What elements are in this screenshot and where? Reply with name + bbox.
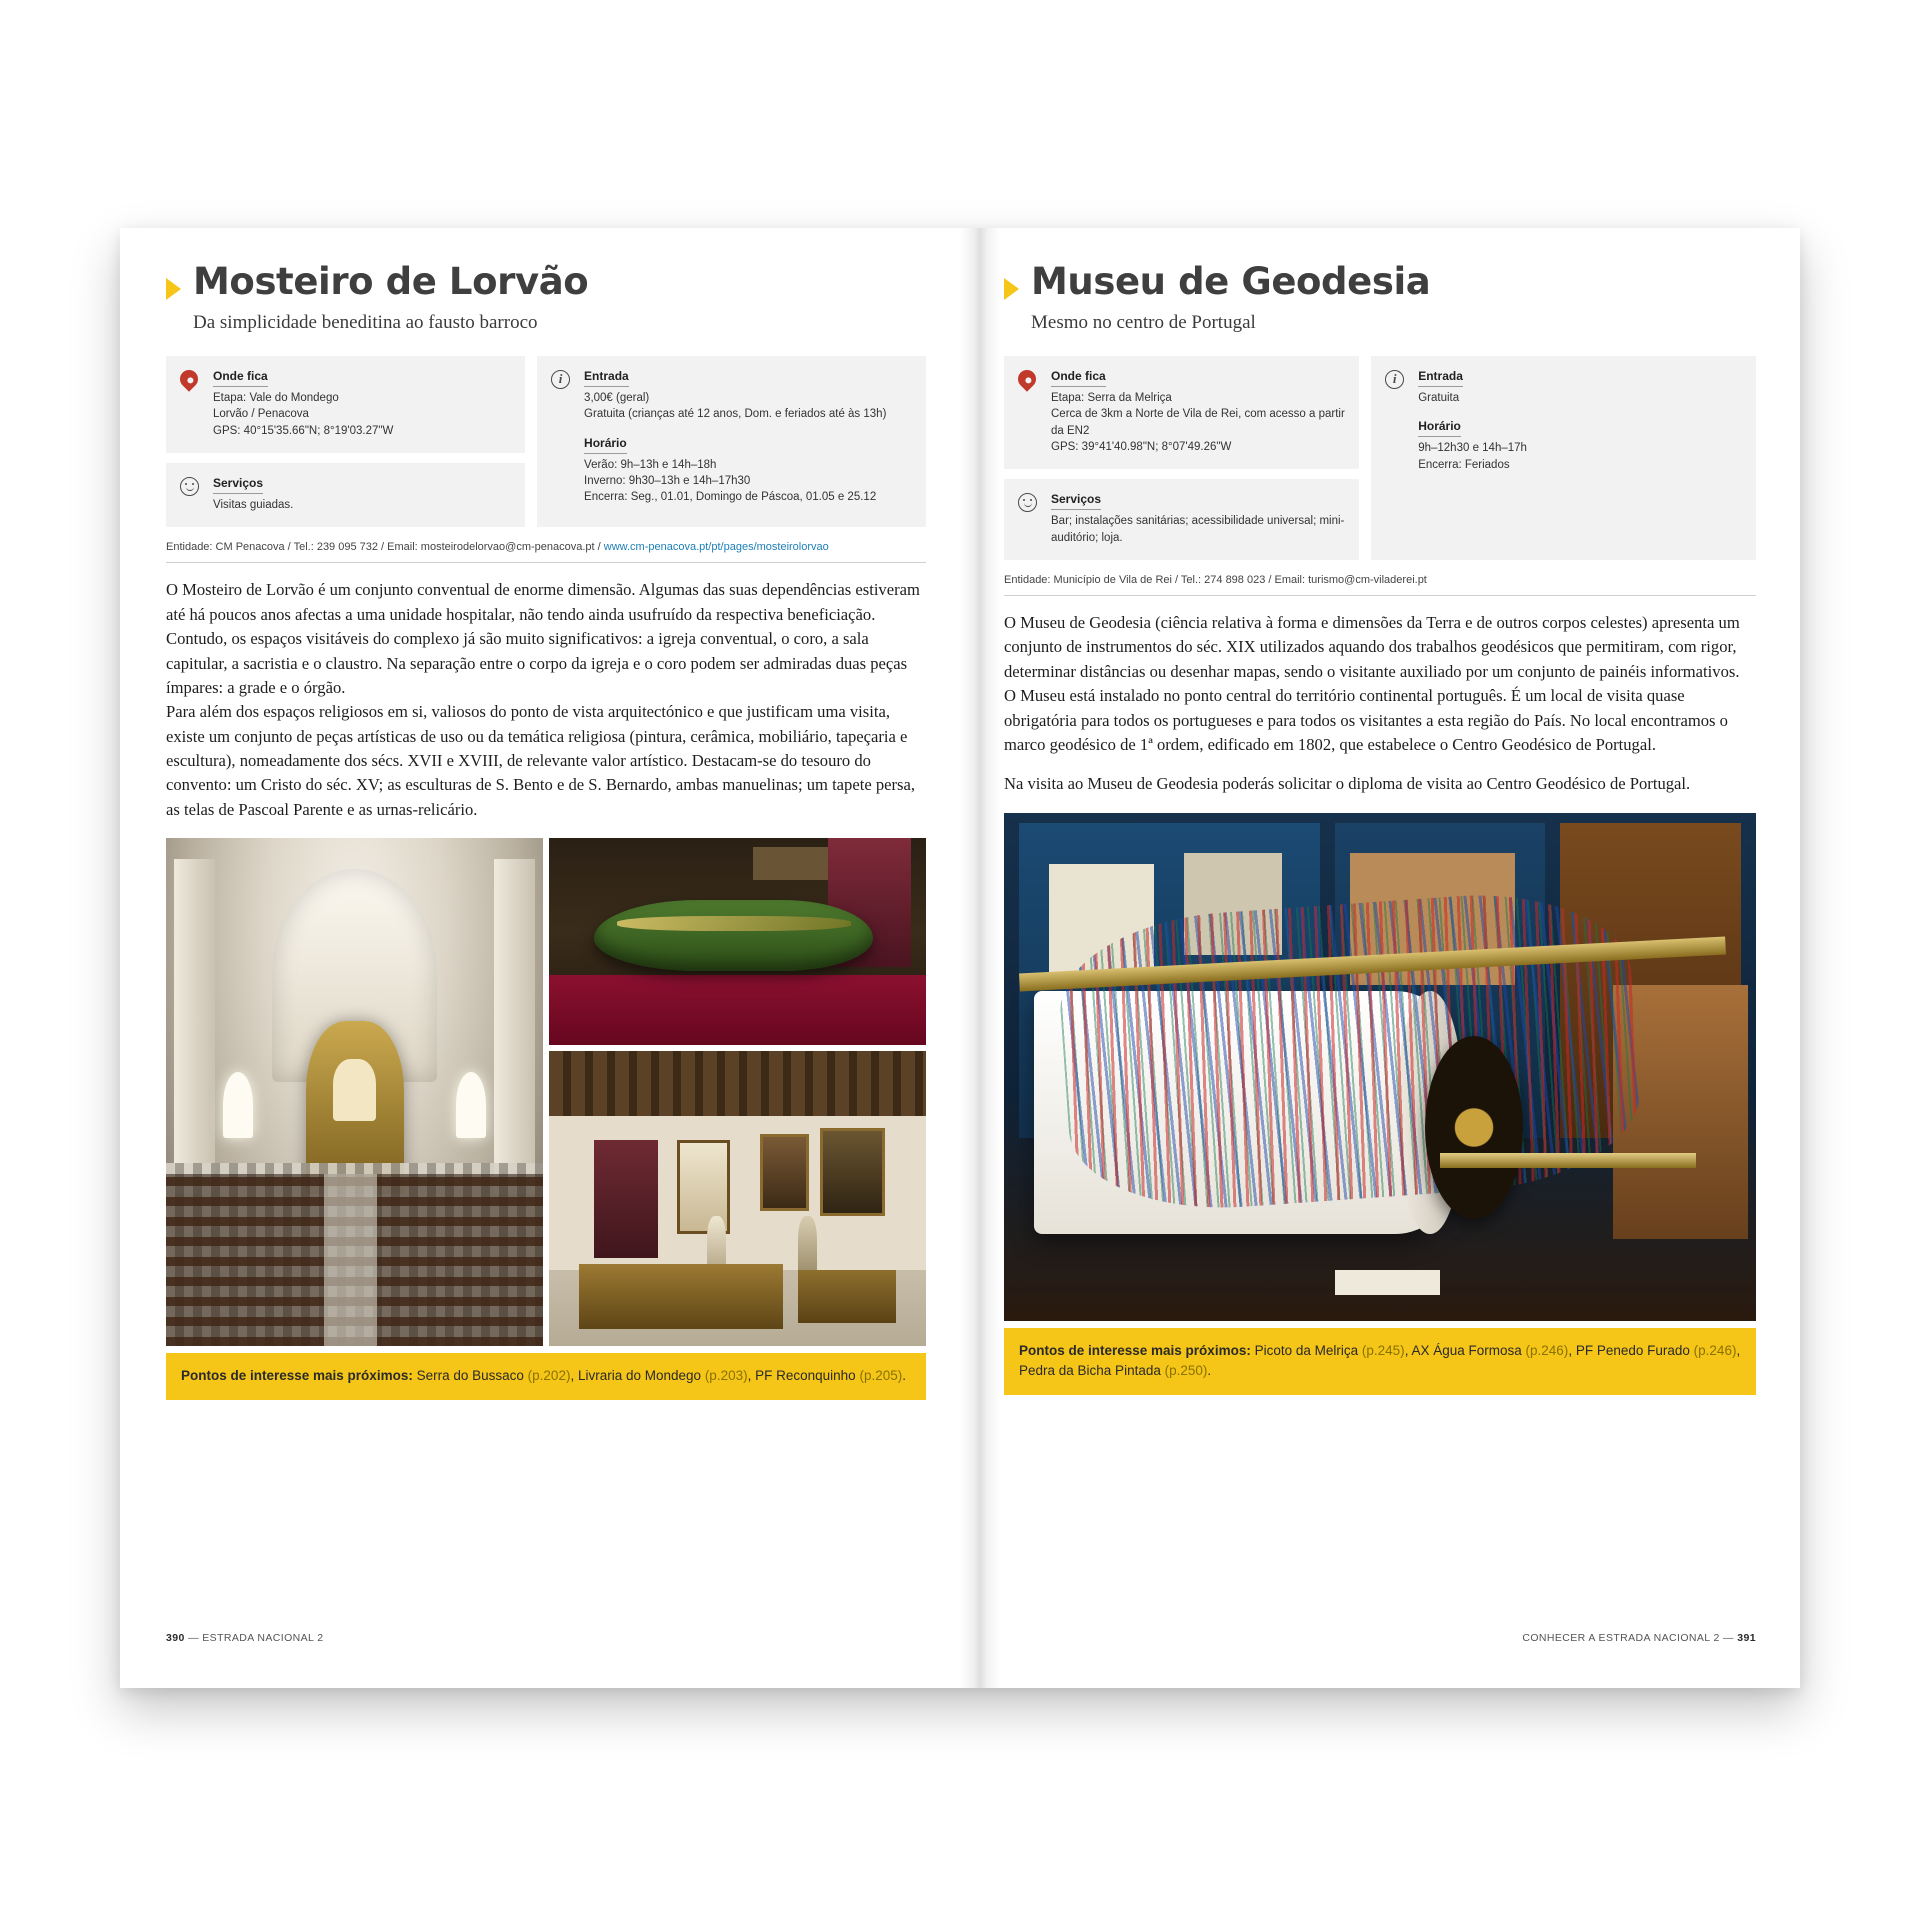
triangle-bullet-icon — [166, 278, 181, 300]
paragraph-2: O Museu está instalado no ponto central do território continental português. É um local de visita quase obrigatória para todos os portugueses e para todos os visitantes a esta região do País. No local encontramos o marco geodésico de 1ª ordem, edificado em 1802, que estabelece o Centro Geodésico de Portugal. — [1004, 686, 1728, 754]
info-box-services — [1004, 479, 1359, 560]
schedule-heading: Horário — [1418, 418, 1461, 437]
smiley-icon — [1018, 491, 1040, 517]
location-gps: GPS: 39°41'40.98"N; 8°07'49.26"W — [1051, 440, 1232, 453]
info-boxes-left — [166, 356, 926, 527]
poi-sep: . — [1207, 1362, 1212, 1378]
heading-subtitle: Mesmo no centro de Portugal — [1031, 311, 1256, 333]
schedule-line-1: Verão: 9h–13h e 14h–18h — [584, 458, 717, 471]
footer-text: — ESTRADA NACIONAL 2 — [188, 1632, 324, 1644]
entity-contact-line — [166, 541, 926, 563]
poi-item-page: (p.246) — [1525, 1342, 1569, 1358]
footer-text: CONHECER A ESTRADA NACIONAL 2 — — [1522, 1632, 1734, 1644]
location-line-2: Lorvão / Penacova — [213, 408, 309, 421]
poi-item-name: Serra do Bussaco — [416, 1368, 524, 1384]
location-line-2: Cerca de 3km a Norte de Vila de Rei, com acesso a partir da EN2 — [1051, 408, 1345, 437]
location-line-1: Etapa: Serra da Melriça — [1051, 391, 1172, 404]
services-heading: Serviços — [213, 475, 263, 494]
footer-page-number: 390 — [166, 1632, 185, 1644]
poi-sep: . — [902, 1368, 906, 1384]
paragraph-1: O Mosteiro de Lorvão é um conjunto conventual de enorme dimensão. Algumas das suas dependências estiveram até há poucos anos afectas a uma unidade hospitalar, não tendo ainda usufruído da respectiva beneficiação. Contudo, os espaços visitáveis do complexo já são muito significativos: a igreja conventual, o coro, a sala capitular, a sacristia e o claustro. Na separação entre o corpo da igreja e o coro podem ser admiradas duas peças ímpares: a grade e o órgão. — [166, 580, 920, 697]
paragraph-2: Para além dos espaços religiosos em si, valiosos do ponto de vista arquitectónico e que justificam uma visita, existe um conjunto de peças artísticas de uso ou da temática religiosa (pintura, cerâmica, mobiliário, tapeçaria e escultura), nomeadamente dos sécs. XVII e XVIII, de relevante valor artístico. Destacam-se do tesouro do convento: um Cristo do séc. XV; as esculturas de S. Bento e de S. Bernardo, ambas manuelinas; um tapete persa, as telas de Pascoal Parente e as urnas-relicário. — [166, 702, 915, 819]
poi-item-page: (p.205) — [859, 1368, 903, 1384]
schedule-heading: Horário — [584, 435, 627, 454]
location-heading: Onde fica — [213, 368, 268, 387]
page-title-right — [1004, 262, 1756, 302]
info-boxes-right — [1004, 356, 1756, 560]
entry-heading: Entrada — [1418, 368, 1463, 387]
poi-sep: , — [1736, 1342, 1741, 1358]
poi-sep: , — [1568, 1342, 1576, 1358]
schedule-line-2: Inverno: 9h30–13h e 14h–17h30 — [584, 475, 751, 487]
entity-text: Entidade: CM Penacova / Tel.: 239 095 732 / Email: mosteirodelorvao@cm-penacova.pt / — [166, 541, 604, 554]
info-box-services — [166, 463, 525, 527]
map-pin-icon — [180, 368, 202, 394]
poi-label: Pontos de interesse mais próximos: — [1019, 1342, 1251, 1358]
poi-items-left — [417, 1368, 906, 1383]
poi-label: Pontos de interesse mais próximos: — [181, 1368, 413, 1384]
footer-page-number: 391 — [1737, 1632, 1756, 1644]
entity-contact-line — [1004, 574, 1756, 596]
info-box-location — [1004, 356, 1359, 469]
poi-item-name: PF Penedo Furado — [1575, 1342, 1690, 1358]
paragraph-3: Na visita ao Museu de Geodesia poderás solicitar o diploma de visita ao Centro Geodésico de Portugal. — [1004, 774, 1691, 794]
poi-item-page: (p.202) — [527, 1368, 571, 1384]
poi-item-name: Livraria do Mondego — [577, 1368, 702, 1384]
photo-gilded-palanquin — [549, 838, 926, 1045]
page-left — [120, 228, 960, 1688]
poi-item-page: (p.246) — [1693, 1342, 1737, 1358]
photo-sacristy-room — [549, 1051, 926, 1346]
entity-website-link[interactable]: www.cm-penacova.pt/pt/pages/mosteirolorvao — [603, 541, 829, 554]
entry-line-1: 3,00€ (geral) — [584, 391, 650, 404]
services-line-1: Visitas guiadas. — [213, 499, 294, 511]
book-spread — [120, 228, 1800, 1688]
footer-left — [166, 1632, 323, 1644]
page-title-left — [166, 262, 926, 302]
location-heading: Onde fica — [1051, 368, 1106, 387]
body-text-right — [1004, 611, 1756, 797]
info-icon: i — [551, 368, 573, 394]
location-line-1: Etapa: Vale do Mondego — [213, 391, 339, 404]
heading-title: Mosteiro de Lorvão — [193, 260, 589, 303]
heading-subtitle: Da simplicidade beneditina ao fausto barroco — [193, 311, 538, 333]
nearby-points-right — [1004, 1328, 1756, 1396]
info-box-entry-schedule — [1371, 356, 1756, 560]
poi-item-name: Pedra da Bicha Pintada — [1019, 1362, 1161, 1378]
services-heading: Serviços — [1051, 491, 1101, 510]
paragraph-1: O Museu de Geodesia (ciência relativa à forma e dimensões da Terra e de outros corpos celestes) apresenta um conjunto de instrumentos do séc. XIX utilizados aquando dos trabalhos geodésicos que permitiram, com rigor, determinar distâncias ou desenhar mapas, sendo o visitante auxiliado por um conjunto de painéis informativos. — [1004, 612, 1740, 681]
poi-item-page: (p.245) — [1361, 1342, 1405, 1358]
poi-sep: , — [570, 1368, 578, 1384]
footer-right — [1522, 1632, 1756, 1644]
poi-item-page: (p.203) — [704, 1368, 748, 1384]
info-icon: i — [1385, 368, 1407, 394]
schedule-line-3: Encerra: Seg., 01.01, Domingo de Páscoa, 01.05 e 25.12 — [584, 491, 877, 504]
poi-item-page: (p.250) — [1164, 1362, 1208, 1378]
info-box-entry-schedule — [537, 356, 926, 527]
entity-text: Entidade: Município de Vila de Rei / Tel.: 274 898 023 / Email: turismo@cm-viladerei.pt — [1004, 573, 1427, 586]
entry-line-1: Gratuita — [1418, 391, 1460, 404]
smiley-icon — [180, 475, 202, 501]
heading-title: Museu de Geodesia — [1031, 260, 1431, 303]
poi-item-name: Picoto da Melriça — [1254, 1342, 1359, 1358]
photo-group-left — [166, 838, 926, 1346]
schedule-line-1: 9h–12h30 e 14h–17h — [1418, 442, 1527, 455]
info-box-location — [166, 356, 525, 453]
entry-line-2: Gratuita (crianças até 12 anos, Dom. e feriados até às 13h) — [584, 408, 887, 421]
poi-sep: , — [747, 1368, 756, 1384]
schedule-line-2: Encerra: Feriados — [1418, 458, 1510, 471]
photo-church-interior — [166, 838, 543, 1346]
poi-item-name: AX Água Formosa — [1411, 1342, 1522, 1358]
photo-geodesy-museum-instrument — [1004, 813, 1756, 1321]
nearby-points-left — [166, 1353, 926, 1400]
photo-group-right — [1004, 813, 1756, 1321]
body-text-left — [166, 578, 926, 822]
services-line-1: Bar; instalações sanitárias; acessibilidade universal; mini-auditório; loja. — [1051, 515, 1345, 544]
entry-heading: Entrada — [584, 368, 629, 387]
location-gps: GPS: 40°15'35.66"N; 8°19'03.27"W — [213, 424, 394, 437]
page-right — [960, 228, 1800, 1688]
map-pin-icon — [1018, 368, 1040, 394]
poi-sep: , — [1404, 1342, 1412, 1358]
triangle-bullet-icon — [1004, 278, 1019, 300]
poi-item-name: PF Reconquinho — [755, 1368, 856, 1384]
